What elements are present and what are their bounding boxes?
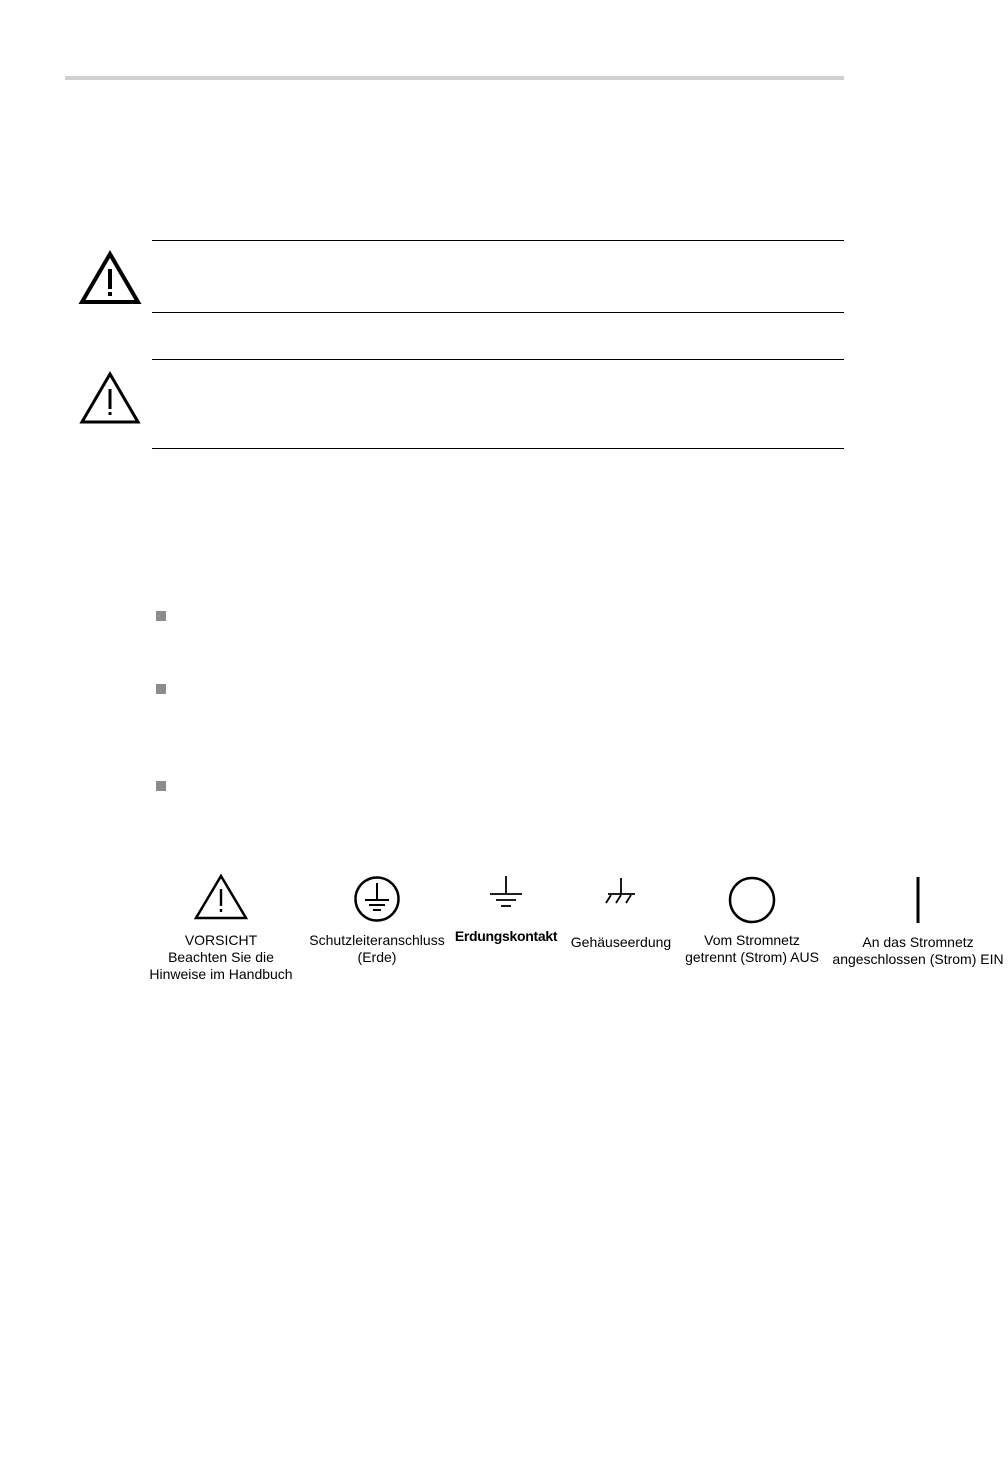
- list-bullet: [156, 781, 166, 791]
- symbol-caption: Vom Stromnetz getrennt (Strom) AUS: [685, 932, 819, 965]
- symbol-caution: [145, 872, 297, 983]
- symbol-caption: Schutzleiteranschluss (Erde): [309, 932, 445, 965]
- warning-bottom-rule: [152, 312, 844, 313]
- caution-icon: [79, 370, 141, 426]
- symbol-protective-earth: [300, 875, 454, 966]
- list-bullet: [156, 611, 166, 621]
- symbol-chassis-ground: [565, 874, 677, 951]
- list-bullet: [156, 684, 166, 694]
- caution-triangle-icon: [193, 872, 249, 922]
- symbol-power-off: [680, 875, 824, 966]
- symbol-power-on: [828, 875, 1008, 968]
- power-off-icon: [727, 875, 777, 925]
- symbol-caption: An das Stromnetz angeschlossen (Strom) EIN: [832, 934, 1004, 967]
- header-rule: [65, 76, 844, 80]
- chassis-ground-icon: [601, 874, 641, 910]
- warning-icon: [79, 250, 141, 306]
- protective-earth-icon: [353, 875, 401, 923]
- symbol-caption: Gehäuseerdung: [570, 934, 672, 950]
- caution-top-rule: [152, 359, 844, 360]
- symbol-caption: Erdungskontakt: [454, 928, 558, 944]
- symbol-caption: VORSICHT Beachten Sie die Hinweise im Handbuch: [149, 932, 293, 982]
- symbol-earth-ground: [450, 874, 562, 945]
- power-on-icon: [913, 875, 923, 925]
- earth-ground-icon: [486, 874, 526, 910]
- caution-bottom-rule: [152, 448, 844, 449]
- warning-top-rule: [152, 240, 844, 241]
